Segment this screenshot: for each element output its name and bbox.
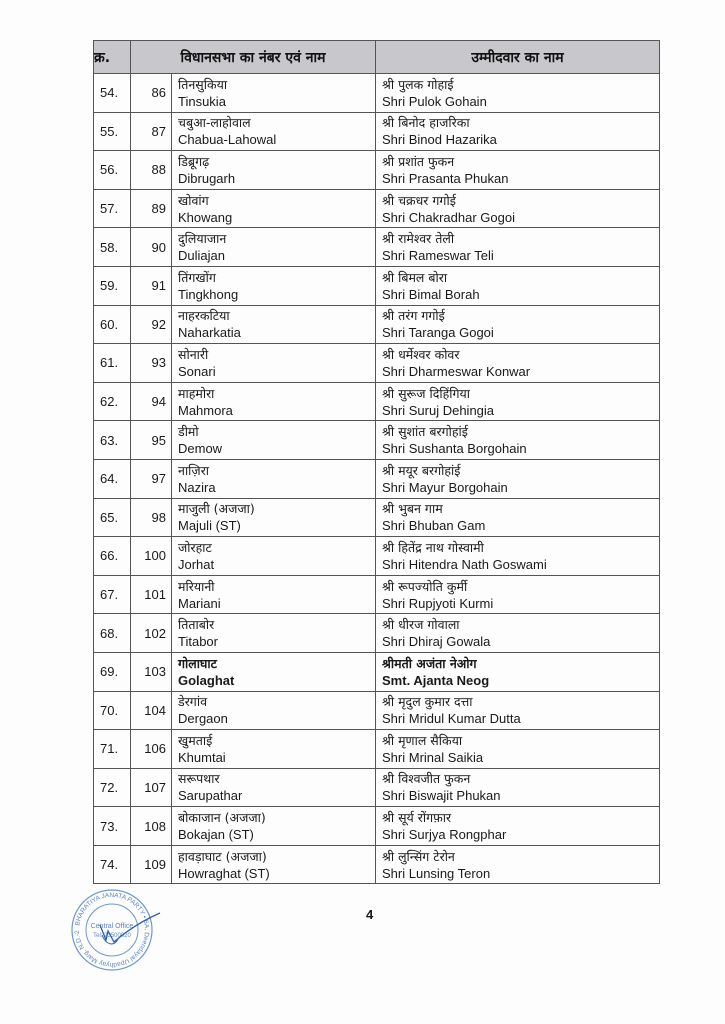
constituency-name: [172, 421, 376, 460]
candidate-name-english: Shri Lunsing Teron: [382, 865, 491, 881]
constituency-number: 108: [131, 807, 172, 846]
constituency-number: 95: [131, 421, 172, 460]
candidate-name-hindi: श्री पुलक गोहाई: [382, 76, 454, 92]
candidate-name: [376, 691, 660, 730]
candidate-name-english: Shri Biswajit Phukan: [382, 788, 501, 804]
constituency-name: [172, 459, 376, 498]
constituency-name-hindi: नाज़िरा: [178, 462, 210, 478]
serial-number: 59.: [94, 266, 131, 305]
constituency-name-english: Dergaon: [178, 711, 228, 727]
candidate-name-hindi: श्री बिमल बोरा: [382, 269, 448, 285]
serial-number: 67.: [94, 575, 131, 614]
constituency-name-english: Khumtai: [178, 749, 226, 765]
candidate-name: [376, 266, 660, 305]
constituency-number: 104: [131, 691, 172, 730]
table-row: [94, 228, 660, 267]
header-candidate: उम्मीदवार का नाम: [376, 41, 660, 74]
constituency-number: 93: [131, 344, 172, 383]
constituency-name-english: Mahmora: [178, 402, 233, 418]
constituency-name-english: Mariani: [178, 595, 221, 611]
candidate-table: [93, 40, 660, 884]
candidate-name: [376, 382, 660, 421]
constituency-name-english: Demow: [178, 441, 223, 457]
constituency-name: [172, 691, 376, 730]
table-body: [94, 74, 660, 884]
constituency-name: [172, 228, 376, 267]
constituency-name-hindi: जोरहाट: [178, 539, 212, 555]
party-office-stamp: [62, 885, 162, 975]
serial-number: 72.: [94, 768, 131, 807]
candidate-name-english: Shri Bimal Borah: [382, 286, 480, 302]
constituency-number: 86: [131, 74, 172, 113]
candidate-name-hindi: श्री मयूर बरगोहांई: [382, 462, 461, 478]
candidate-name-english: Shri Bhuban Gam: [382, 518, 486, 534]
constituency-name-english: Majuli (ST): [178, 518, 241, 534]
constituency-number: 98: [131, 498, 172, 537]
constituency-name-hindi: तिताबोर: [178, 617, 215, 633]
serial-number: 62.: [94, 382, 131, 421]
serial-number: 63.: [94, 421, 131, 460]
table-row: [94, 74, 660, 113]
serial-number: 56.: [94, 151, 131, 190]
candidate-name-hindi: श्री सूर्य रोंगफ़ार: [382, 810, 452, 826]
constituency-name-hindi: तिंगखोंग: [178, 269, 216, 285]
candidate-name-english: Smt. Ajanta Neog: [382, 672, 490, 688]
constituency-number: 97: [131, 459, 172, 498]
candidate-name-hindi: श्री धीरज गोवाला: [382, 617, 460, 633]
table-row: [94, 305, 660, 344]
candidate-name-english: Shri Sushanta Borgohain: [382, 441, 527, 457]
constituency-number: 103: [131, 652, 172, 691]
constituency-name: [172, 151, 376, 190]
table-row: [94, 459, 660, 498]
constituency-number: 87: [131, 112, 172, 151]
constituency-name-hindi: माहमोरा: [178, 385, 215, 401]
table-row: [94, 652, 660, 691]
constituency-name-english: Chabua-Lahowal: [178, 132, 277, 148]
serial-number: 61.: [94, 344, 131, 383]
candidate-name: [376, 305, 660, 344]
candidate-name-hindi: श्रीमती अजंता नेओग: [382, 655, 477, 671]
constituency-name-hindi: हावड़ाघाट (अजजा): [178, 848, 267, 864]
serial-number: 68.: [94, 614, 131, 653]
candidate-name-hindi: श्री चक्रधर गगोई: [382, 192, 456, 208]
table-row: [94, 575, 660, 614]
header-constituency: विधानसभा का नंबर एवं नाम: [131, 41, 376, 74]
candidate-name-english: Shri Dhiraj Gowala: [382, 634, 491, 650]
constituency-name: [172, 189, 376, 228]
candidate-name: [376, 768, 660, 807]
candidate-name-hindi: श्री सुरूज दिहिंगिया: [382, 385, 471, 401]
constituency-name-english: Bokajan (ST): [178, 827, 254, 843]
candidate-name-english: Shri Prasanta Phukan: [382, 170, 509, 186]
serial-number: 60.: [94, 305, 131, 344]
constituency-name-hindi: गोलाघाट: [178, 655, 217, 671]
candidate-name-english: Shri Mayur Borgohain: [382, 479, 508, 495]
constituency-name: [172, 537, 376, 576]
constituency-name: [172, 305, 376, 344]
candidate-name-english: Shri Binod Hazarika: [382, 132, 497, 148]
table-row: [94, 768, 660, 807]
constituency-name-hindi: तिनसुकिया: [178, 76, 228, 92]
constituency-name-hindi: मरियानी: [178, 578, 215, 594]
constituency-name-english: Naharkatia: [178, 325, 241, 341]
candidate-name-english: Shri Taranga Gogoi: [382, 325, 494, 341]
constituency-name-english: Tinsukia: [178, 93, 226, 109]
candidate-name-english: Shri Chakradhar Gogoi: [382, 209, 515, 225]
candidate-name-hindi: श्री मृदुल कुमार दत्ता: [382, 694, 473, 710]
candidate-name-english: Shri Pulok Gohain: [382, 93, 487, 109]
candidate-name-hindi: श्री रामेश्वर तेली: [382, 231, 455, 247]
stamp-center-line1: Central Office: [90, 923, 134, 930]
candidate-name: [376, 575, 660, 614]
page-number: 4: [366, 907, 374, 922]
constituency-number: 100: [131, 537, 172, 576]
constituency-number: 90: [131, 228, 172, 267]
constituency-name: [172, 74, 376, 113]
constituency-name: [172, 768, 376, 807]
table-row: [94, 112, 660, 151]
constituency-name-hindi: खोवांग: [178, 192, 209, 208]
constituency-name-hindi: माजुली (अजजा): [178, 501, 255, 517]
candidate-name-english: Shri Mridul Kumar Dutta: [382, 711, 521, 727]
constituency-name-english: Howraghat (ST): [178, 865, 270, 881]
constituency-name-hindi: खुमताई: [178, 732, 213, 748]
constituency-number: 107: [131, 768, 172, 807]
candidate-name-hindi: श्री बिनोद हाजरिका: [382, 115, 470, 131]
candidate-name: [376, 845, 660, 884]
constituency-number: 102: [131, 614, 172, 653]
candidate-name: [376, 459, 660, 498]
candidate-name: [376, 228, 660, 267]
constituency-number: 101: [131, 575, 172, 614]
constituency-name-english: Sonari: [178, 363, 216, 379]
candidate-name: [376, 614, 660, 653]
serial-number: 74.: [94, 845, 131, 884]
serial-number: 57.: [94, 189, 131, 228]
candidate-name: [376, 344, 660, 383]
table-row: [94, 807, 660, 846]
serial-number: 58.: [94, 228, 131, 267]
table-row: [94, 189, 660, 228]
constituency-name-english: Tingkhong: [178, 286, 239, 302]
serial-number: 55.: [94, 112, 131, 151]
constituency-name-hindi: सरूपथार: [178, 771, 220, 787]
candidate-name: [376, 807, 660, 846]
constituency-name-hindi: बोकाजान (अजजा): [178, 810, 266, 826]
candidate-name-hindi: श्री प्रशांत फुकन: [382, 153, 455, 169]
constituency-name-english: Jorhat: [178, 556, 215, 572]
candidate-name-hindi: श्री धर्मेश्वर कोवर: [382, 346, 460, 362]
constituency-number: 92: [131, 305, 172, 344]
constituency-name-english: Golaghat: [178, 672, 235, 688]
constituency-name: [172, 807, 376, 846]
constituency-name-hindi: नाहरकटिया: [178, 308, 230, 324]
candidate-name-hindi: श्री तरंग गगोई: [382, 308, 445, 324]
constituency-number: 89: [131, 189, 172, 228]
table-row: [94, 537, 660, 576]
constituency-number: 109: [131, 845, 172, 884]
constituency-name: [172, 652, 376, 691]
candidate-name: [376, 498, 660, 537]
candidate-name-hindi: श्री हितेंद्र नाथ गोस्वामी: [382, 539, 484, 555]
constituency-name: [172, 344, 376, 383]
table-header-row: [94, 41, 660, 74]
constituency-number: 91: [131, 266, 172, 305]
candidate-name-english: Shri Hitendra Nath Goswami: [382, 556, 547, 572]
header-serial: क्र.: [94, 41, 131, 74]
constituency-name-hindi: डेरगांव: [178, 694, 208, 710]
constituency-name-hindi: डिब्रूगढ़: [178, 153, 210, 169]
candidate-name: [376, 421, 660, 460]
constituency-name: [172, 614, 376, 653]
constituency-name-english: Duliajan: [178, 248, 225, 264]
candidate-name: [376, 189, 660, 228]
candidate-name: [376, 74, 660, 113]
constituency-name-hindi: सोनारी: [178, 346, 209, 362]
constituency-name: [172, 266, 376, 305]
table-row: [94, 266, 660, 305]
constituency-name-english: Nazira: [178, 479, 216, 495]
table-row: [94, 691, 660, 730]
table-row: [94, 344, 660, 383]
candidate-name: [376, 151, 660, 190]
stamp-center-line2: Tel: 23500020: [93, 933, 131, 939]
constituency-name-english: Titabor: [178, 634, 218, 650]
candidate-name-hindi: श्री विश्वजीत फुकन: [382, 771, 471, 787]
constituency-number: 88: [131, 151, 172, 190]
serial-number: 54.: [94, 74, 131, 113]
candidate-name-english: Shri Dharmeswar Konwar: [382, 363, 531, 379]
serial-number: 64.: [94, 459, 131, 498]
candidate-name-english: Shri Surjya Rongphar: [382, 827, 507, 843]
constituency-name: [172, 112, 376, 151]
table-row: [94, 614, 660, 653]
candidate-name-english: Shri Rupjyoti Kurmi: [382, 595, 494, 611]
stamp-ring-text: BHARATIYA JANATA PARTY • 6A, Deendayal Upadhyay Marg, N.D.-2: [73, 891, 151, 969]
candidate-name: [376, 537, 660, 576]
candidate-name-hindi: श्री मृणाल सैकिया: [382, 732, 463, 748]
candidate-name: [376, 112, 660, 151]
serial-number: 65.: [94, 498, 131, 537]
candidate-name-hindi: श्री लुन्सिंग टेरोन: [382, 848, 455, 864]
stamp-outer-ring: [72, 890, 152, 970]
constituency-number: 94: [131, 382, 172, 421]
candidate-name-hindi: श्री रूपज्योति कुर्मी: [382, 578, 468, 594]
candidate-name: [376, 652, 660, 691]
table-row: [94, 382, 660, 421]
table-row: [94, 498, 660, 537]
constituency-name-hindi: डीमो: [178, 424, 199, 440]
constituency-name: [172, 498, 376, 537]
table-row: [94, 845, 660, 884]
constituency-name: [172, 575, 376, 614]
serial-number: 69.: [94, 652, 131, 691]
constituency-number: 106: [131, 730, 172, 769]
table-row: [94, 421, 660, 460]
serial-number: 73.: [94, 807, 131, 846]
serial-number: 66.: [94, 537, 131, 576]
constituency-name-english: Sarupathar: [178, 788, 243, 804]
candidate-name-hindi: श्री सुशांत बरगोहांई: [382, 424, 468, 440]
candidate-name: [376, 730, 660, 769]
constituency-name-english: Khowang: [178, 209, 233, 225]
serial-number: 71.: [94, 730, 131, 769]
serial-number: 70.: [94, 691, 131, 730]
constituency-name: [172, 730, 376, 769]
table-row: [94, 151, 660, 190]
candidate-name-english: Shri Rameswar Teli: [382, 248, 494, 264]
constituency-name-hindi: चबुआ-लाहोवाल: [178, 115, 251, 131]
constituency-name: [172, 845, 376, 884]
constituency-name: [172, 382, 376, 421]
constituency-name-english: Dibrugarh: [178, 170, 236, 186]
candidate-name-english: Shri Mrinal Saikia: [382, 749, 484, 765]
table-row: [94, 730, 660, 769]
candidate-name-english: Shri Suruj Dehingia: [382, 402, 495, 418]
constituency-name-hindi: दुलियाजान: [178, 231, 227, 247]
candidate-name-hindi: श्री भुबन गाम: [382, 501, 443, 517]
